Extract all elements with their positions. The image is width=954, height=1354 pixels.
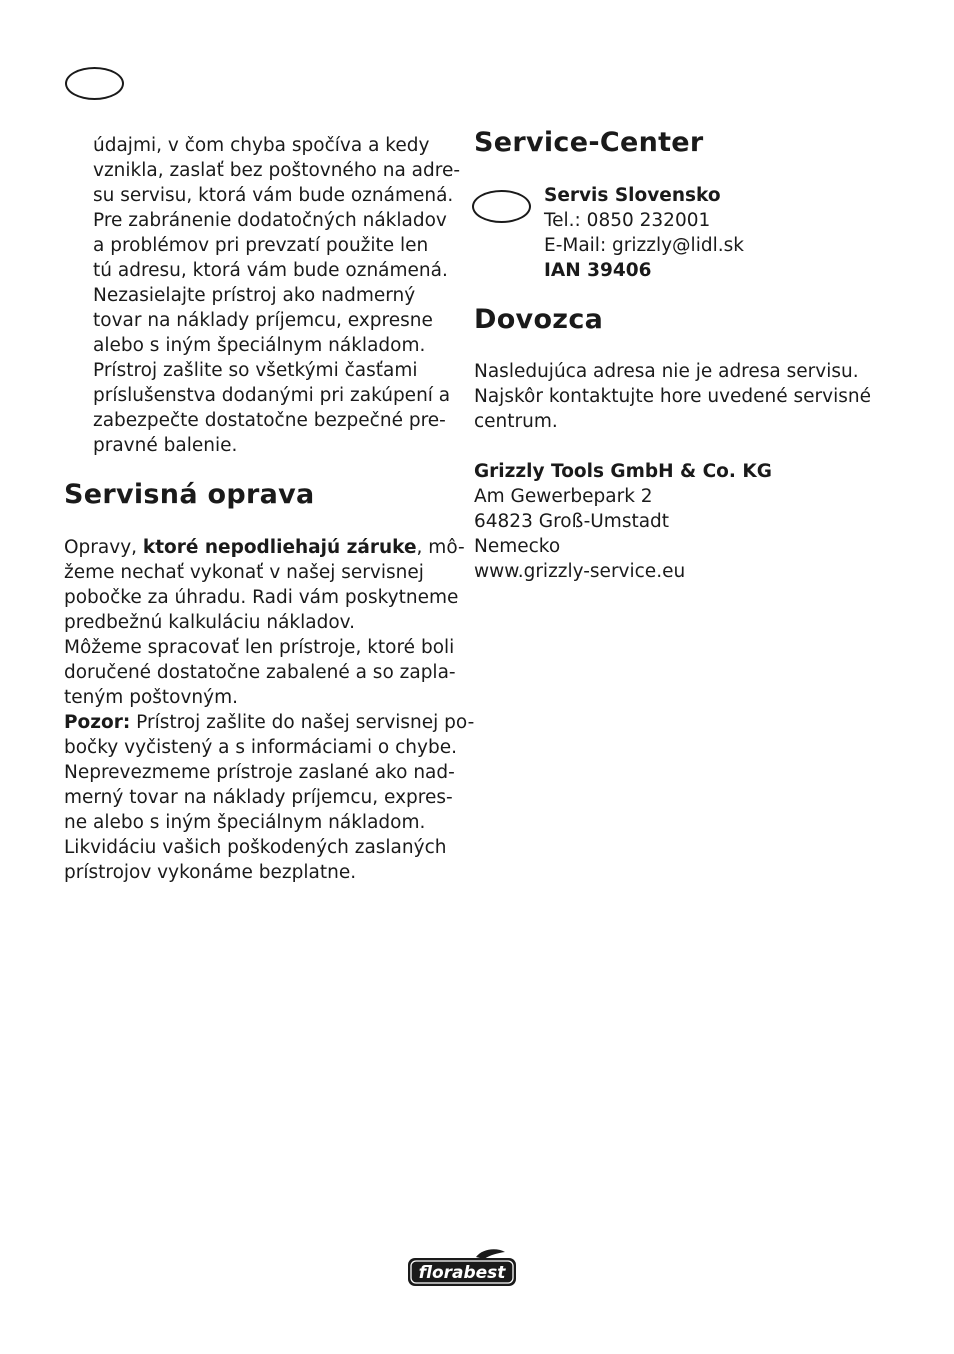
pozor-text: Prístroj zašlite do našej servisnej po- (130, 712, 475, 733)
intro-line: Nezasielajte prístroj ako nadmerný (93, 285, 416, 306)
repair-paragraph (64, 535, 474, 885)
repair-line: Neprevezmeme prístroje zaslané ako nad- (64, 762, 455, 783)
repair-line: prístrojov vykonáme bezplatne. (64, 862, 357, 883)
repair-line (64, 535, 474, 560)
service-center-heading: Service-Center (474, 127, 704, 158)
service-phone: Tel.: 0850 232001 (544, 210, 711, 231)
repair-line: Likvidáciu vašich poškodených zaslaných (64, 837, 447, 858)
repair-line: teným poštovným. (64, 687, 239, 708)
logo-wordmark: florabest (418, 1263, 506, 1283)
importer-note-line: centrum. (474, 411, 558, 432)
service-ian: IAN 39406 (544, 260, 652, 281)
repair-line (64, 710, 474, 735)
repair-heading: Servisná oprava (64, 479, 315, 510)
importer-website: www.grizzly-service.eu (474, 561, 686, 582)
service-email: E-Mail: grizzly@lidl.sk (544, 235, 744, 256)
country-code-oval (65, 67, 124, 100)
intro-line: pravné balenie. (93, 435, 238, 456)
intro-line: tú adresu, ktorá vám bude oznámená. (93, 260, 448, 281)
service-country-oval (472, 190, 531, 223)
repair-line: predbežnú kalkuláciu nákladov. (64, 612, 356, 633)
repair-line1-pre: Opravy, (64, 537, 143, 558)
intro-line: Prístroj zašlite so všetkými časťami (93, 360, 418, 381)
intro-line: príslušenstva dodanými pri zakúpení a (93, 385, 451, 406)
importer-address-line: 64823 Groß-Umstadt (474, 511, 670, 532)
repair-line1-bold: ktoré nepodliehajú záruke (142, 537, 417, 558)
importer-note-line: Najskôr kontaktujte hore uvedené servisné (474, 386, 871, 407)
importer-address-line: Nemecko (474, 536, 561, 557)
florabest-logo (406, 1248, 518, 1288)
repair-line: merný tovar na náklady príjemcu, expres- (64, 787, 453, 808)
intro-line: vznikla, zaslať bez poštovného na adre- (93, 160, 461, 181)
pozor-label: Pozor: (64, 712, 131, 733)
intro-paragraph (93, 133, 460, 458)
intro-line: tovar na náklady príjemcu, expresne (93, 310, 433, 331)
importer-note (474, 359, 871, 434)
importer-note-line: Nasledujúca adresa nie je adresa servisu. (474, 361, 859, 382)
importer-company: Grizzly Tools GmbH & Co. KG (474, 461, 772, 482)
service-name: Servis Slovensko (544, 185, 721, 206)
repair-line: bočky vyčistený a s informáciami o chybe. (64, 737, 457, 758)
intro-line: zabezpečte dostatočne bezpečné pre- (93, 410, 446, 431)
importer-address (474, 459, 772, 584)
repair-line: doručené dostatočne zabalené a so zapla- (64, 662, 456, 683)
intro-line: údajmi, v čom chyba spočíva a kedy (93, 135, 430, 156)
repair-line: ne alebo s iným špeciálnym nákladom. (64, 812, 426, 833)
repair-line: pobočke za úhradu. Radi vám poskytneme (64, 587, 459, 608)
service-center-contact (544, 183, 744, 283)
intro-line: su servisu, ktorá vám bude oznámená. (93, 185, 454, 206)
importer-heading: Dovozca (474, 304, 604, 335)
repair-line: Môžeme spracovať len prístroje, ktoré boli (64, 637, 455, 658)
intro-line: alebo s iným špeciálnym nákladom. (93, 335, 426, 356)
intro-line: Pre zabránenie dodatočných nákladov (93, 210, 447, 231)
importer-address-line: Am Gewerbepark 2 (474, 486, 653, 507)
intro-line: a problémov pri prevzatí použite len (93, 235, 429, 256)
repair-line: žeme nechať vykonať v našej servisnej (64, 562, 424, 583)
repair-line1-post: , mô- (416, 537, 465, 558)
